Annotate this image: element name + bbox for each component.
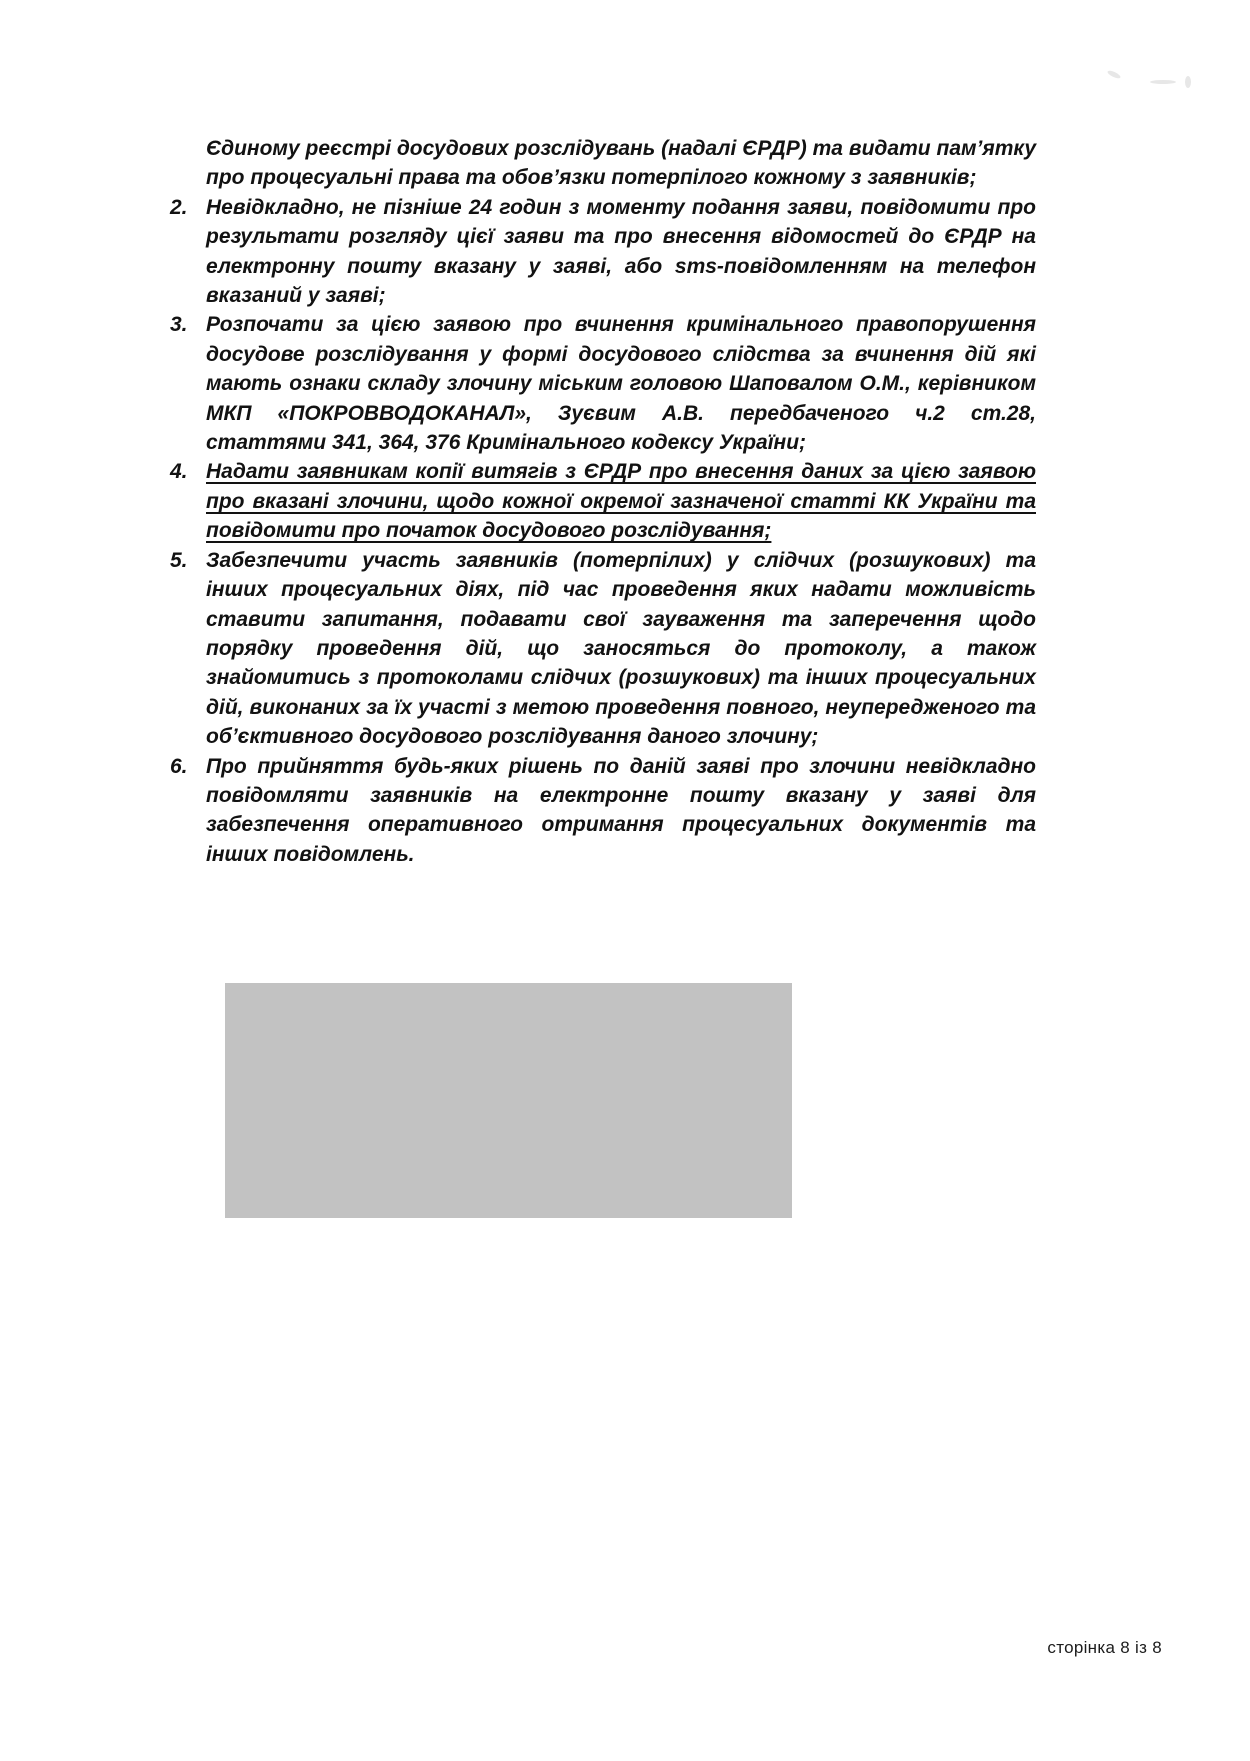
list-item-number: 4. <box>170 460 188 484</box>
list-item <box>170 546 1036 752</box>
list-item-number: 6. <box>170 754 188 778</box>
page-number-footer: сторінка 8 із 8 <box>1047 1638 1162 1657</box>
list-item <box>170 457 1036 545</box>
document-body <box>170 134 1036 869</box>
numbered-list <box>170 193 1036 869</box>
scan-smudge-icon <box>1150 80 1176 84</box>
list-item <box>170 752 1036 870</box>
list-item-number: 5. <box>170 548 188 572</box>
list-item-text: Надати заявникам копії витягів з ЄРДР про внесення даних за цією заявою про вказані злочини, щодо кожної окремої зазначеної статті КК України та повідомити про початок досудового розслідування; <box>206 460 1036 543</box>
list-item-text: Розпочати за цією заявою про вчинення кримінального правопорушення досудове розслідування у формі досудового слідства за вчинення дій які мають ознаки складу злочину міським головою Шаповалом О.М., керівником МКП «ПОКРОВВОДОКАНАЛ», Зуєвим А.В. передбаченого ч.2 ст.28, статтями 341, 364, 376 Кримінального кодексу України; <box>206 313 1036 455</box>
scan-smudge-icon <box>1107 69 1122 79</box>
item-1-continuation-paragraph: Єдиному реєстрі досудових розслідувань (надалі ЄРДР) та видати пам’ятку про процесуальні права та обов’язки потерпілого кожному з заявників; <box>206 137 1036 190</box>
list-item-text: Невідкладно, не пізніше 24 годин з моменту подання заяви, повідомити про результати розгляду цієї заяви та про внесення відомостей до ЄРДР на електронну пошту вказану у заяві, або sms-повідомленням на телефон вказаний у заяві; <box>206 195 1036 308</box>
list-item-text: Забезпечити участь заявників (потерпілих) у слідчих (розшукових) та інших процесуальних діях, під час проведення яких надати можливість ставити запитання, подавати свої зауваження та заперечення щодо порядку проведення дій, що заносяться до протоколу, а також знайомитись з протоколами слідчих (розшукових) та інших процесуальних дій, виконаних за їх участі з метою проведення повного, неупередженого та об’єктивного досудового розслідування даного злочину; <box>206 548 1036 749</box>
list-item-number: 2. <box>170 195 188 219</box>
scan-smudge-icon <box>1185 76 1191 88</box>
list-item <box>170 193 1036 311</box>
redacted-signature-block <box>225 983 792 1218</box>
list-item-number: 3. <box>170 313 188 337</box>
list-item <box>170 310 1036 457</box>
list-item-text: Про прийняття будь-яких рішень по даній заяві про злочини невідкладно повідомляти заявників на електронне пошту вказану у заяві для забезпечення оперативного отримання процесуальних документів та інших повідомлень. <box>206 754 1036 866</box>
